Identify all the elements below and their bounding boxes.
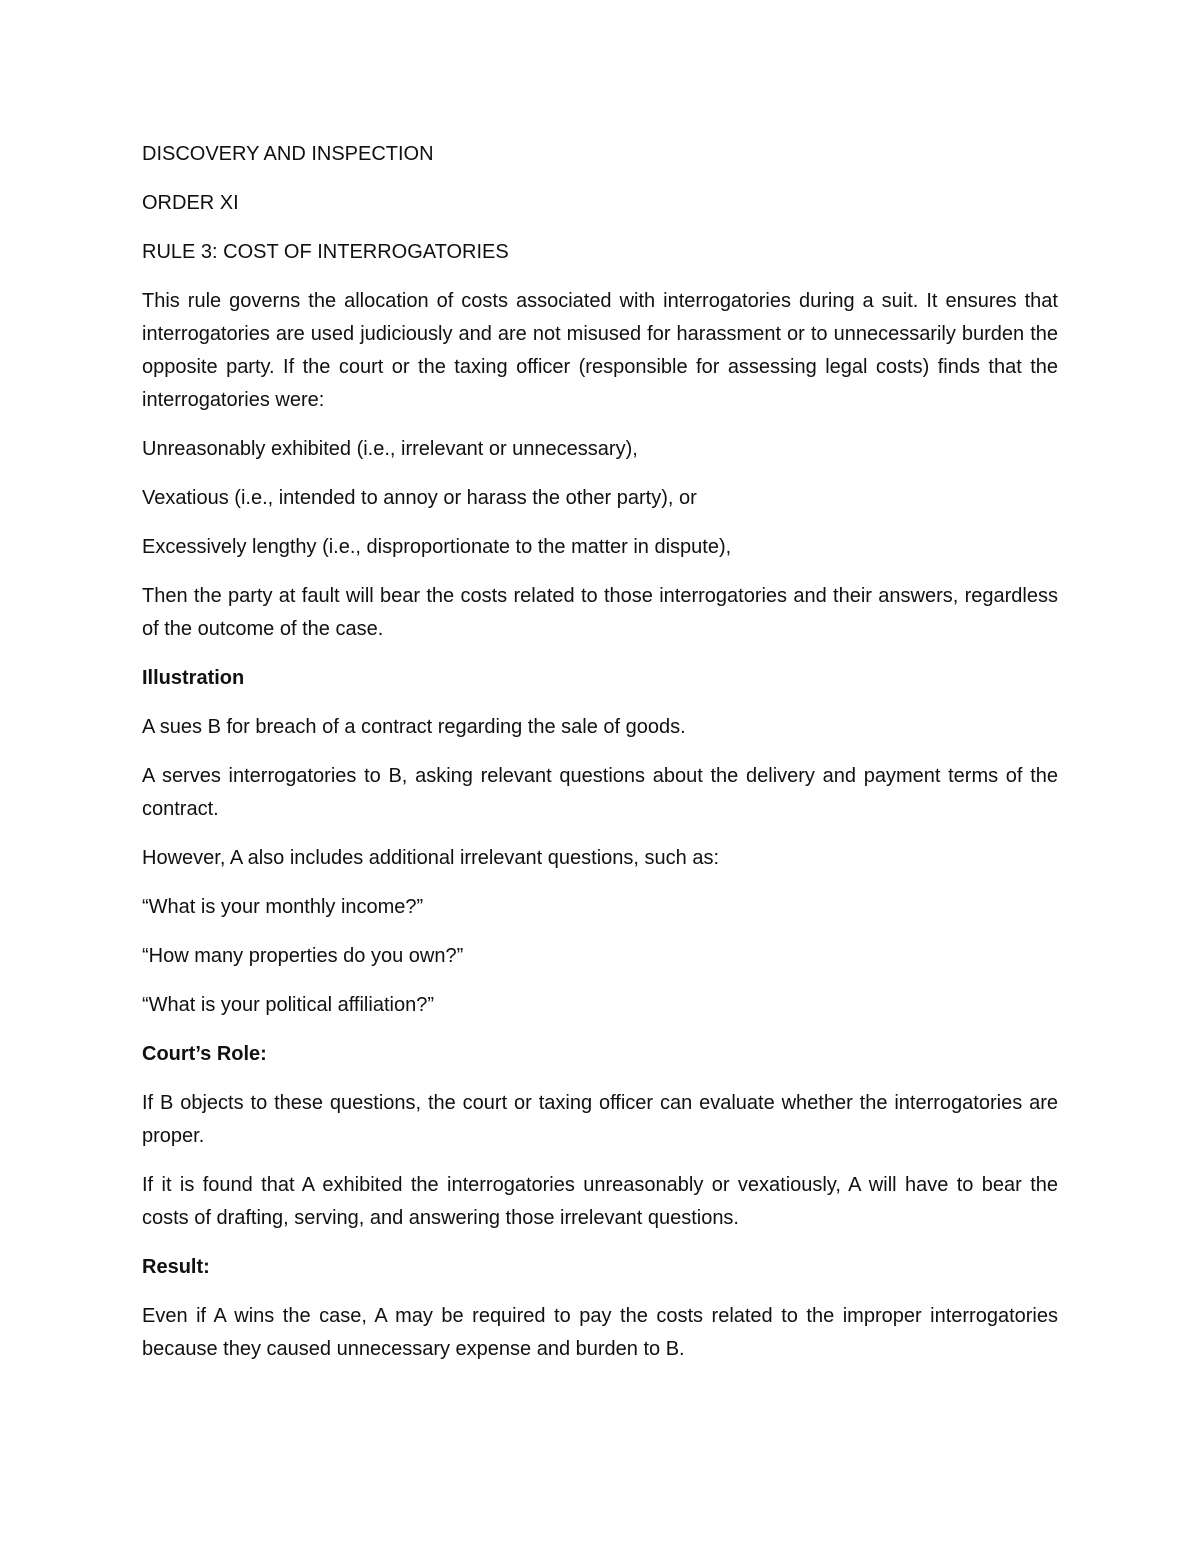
document-heading: DISCOVERY AND INSPECTION xyxy=(142,143,434,165)
consequence-paragraph: Then the party at fault will bear the costs related to those interrogatories and their answers, regardless of the outcome of the case. xyxy=(142,585,1058,640)
illustration-paragraph: A serves interrogatories to B, asking relevant questions about the delivery and payment terms of the contract. xyxy=(142,765,1058,820)
courts-role-paragraph: If B objects to these questions, the court or taxing officer can evaluate whether the interrogatories are proper. xyxy=(142,1092,1058,1147)
illustration-paragraph: However, A also includes additional irrelevant questions, such as: xyxy=(142,847,720,869)
question-item: “What is your political affiliation?” xyxy=(142,994,434,1016)
rule-title: RULE 3: COST OF INTERROGATORIES xyxy=(142,241,509,263)
question-item: “What is your monthly income?” xyxy=(142,896,424,918)
document-body xyxy=(142,138,1058,1382)
illustration-heading: Illustration xyxy=(142,667,245,689)
result-paragraph: Even if A wins the case, A may be required to pay the costs related to the improper interrogatories because they caused unnecessary expense and burden to B. xyxy=(142,1305,1058,1360)
question-item: “How many properties do you own?” xyxy=(142,945,464,967)
condition-item: Excessively lengthy (i.e., disproportionate to the matter in dispute), xyxy=(142,536,732,558)
condition-item: Vexatious (i.e., intended to annoy or harass the other party), or xyxy=(142,487,697,509)
intro-paragraph: This rule governs the allocation of costs associated with interrogatories during a suit. It ensures that interrogatories are used judiciously and are not misused for harassment or to unnecessarily burden the opposite party. If the court or the taxing officer (responsible for assessing legal costs) finds that the interrogatories were: xyxy=(142,290,1058,411)
courts-role-paragraph: If it is found that A exhibited the interrogatories unreasonably or vexatiously, A will have to bear the costs of drafting, serving, and answering those irrelevant questions. xyxy=(142,1174,1058,1229)
order-number: ORDER XI xyxy=(142,192,239,214)
courts-role-heading: Court’s Role: xyxy=(142,1043,267,1065)
illustration-paragraph: A sues B for breach of a contract regarding the sale of goods. xyxy=(142,716,686,738)
condition-item: Unreasonably exhibited (i.e., irrelevant or unnecessary), xyxy=(142,438,638,460)
result-heading: Result: xyxy=(142,1256,210,1278)
